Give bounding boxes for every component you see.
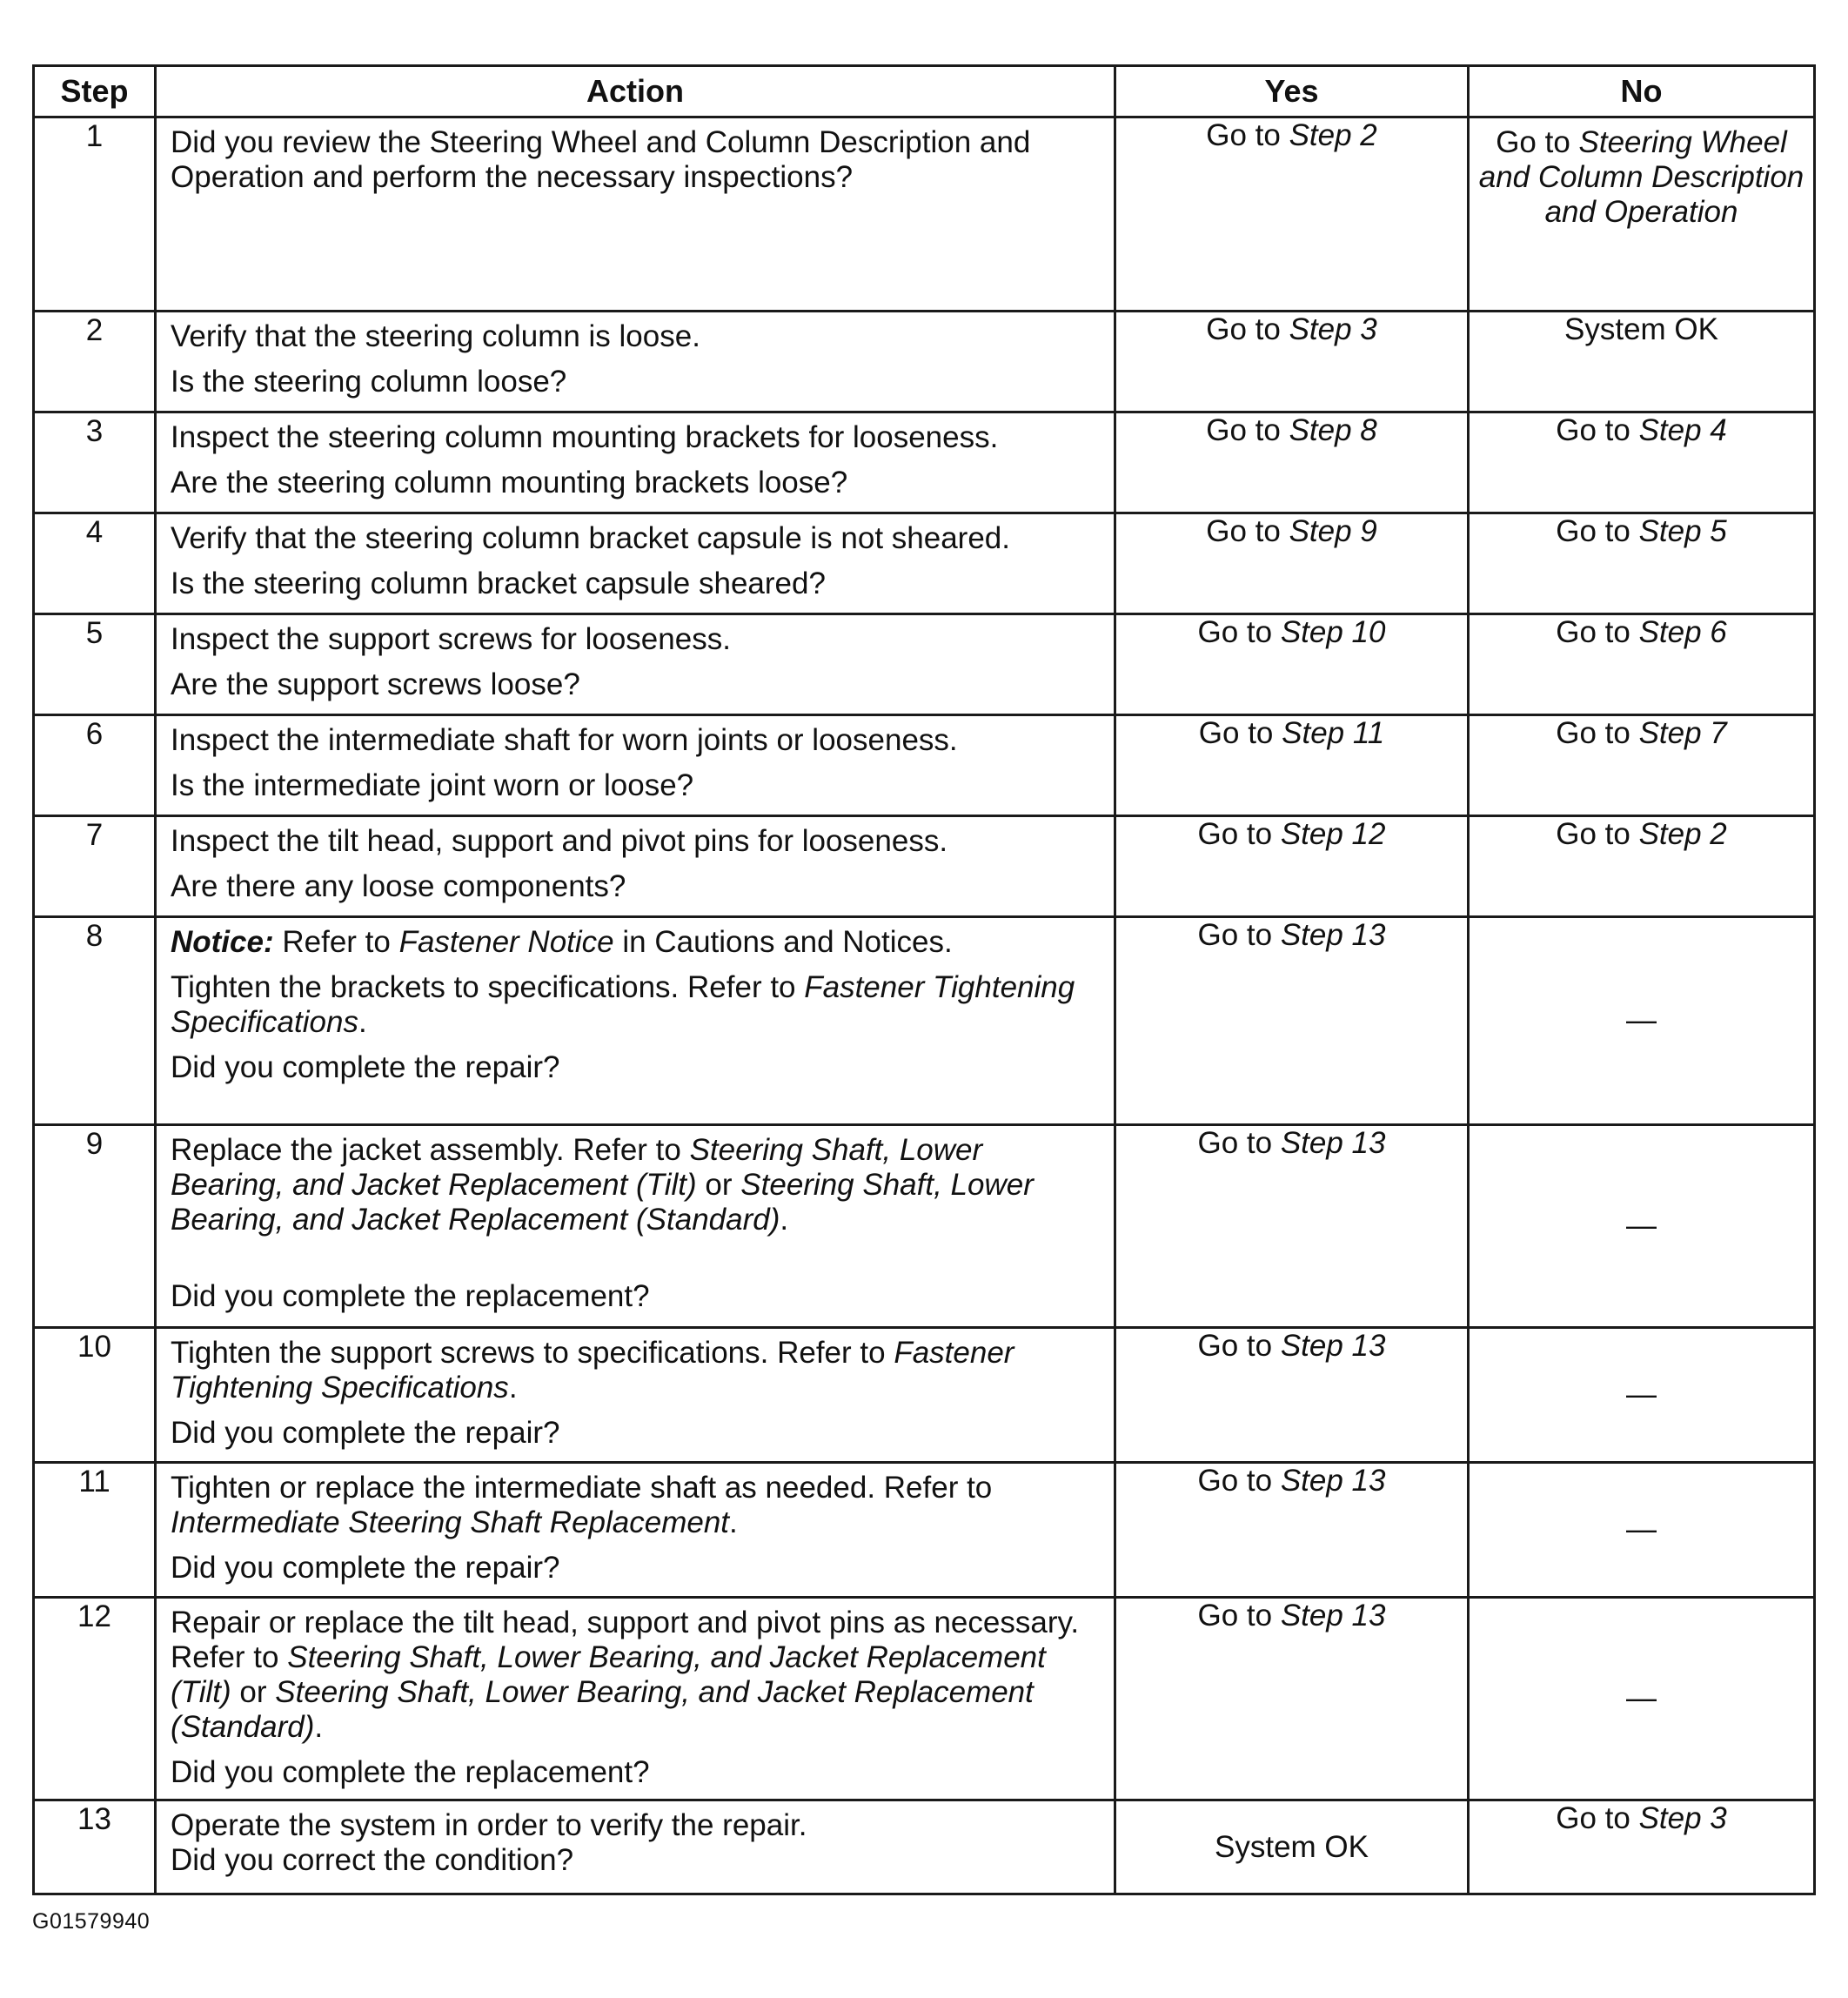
no-cell — [1469, 816, 1815, 917]
action-text: Operate the system in order to verify the repair. — [171, 1808, 807, 1842]
yes-prefix: Go to — [1197, 1599, 1281, 1633]
yes-step-link[interactable]: Step 3 — [1289, 312, 1377, 346]
action-text-part: or — [231, 1675, 276, 1709]
standard-replacement-link[interactable]: Steering Shaft, Lower Bearing, and Jacket Replacement (Standard) — [171, 1675, 1034, 1744]
no-cell — [1469, 117, 1815, 312]
no-cell — [1469, 1328, 1815, 1463]
action-text: Inspect the intermediate shaft for worn joints or looseness. — [171, 723, 958, 757]
action-question: Did you complete the repair? — [171, 1551, 560, 1585]
yes-cell — [1115, 917, 1469, 1125]
action-cell — [156, 917, 1115, 1125]
yes-prefix: Go to — [1197, 1464, 1281, 1498]
yes-cell — [1115, 1800, 1469, 1894]
header-no: No — [1469, 66, 1815, 117]
yes-prefix: Go to — [1206, 514, 1289, 548]
diagnostic-table — [32, 64, 1816, 1895]
step-number: 8 — [34, 917, 156, 1125]
header-action: Action — [156, 66, 1115, 117]
yes-cell — [1115, 412, 1469, 513]
table-row — [34, 312, 1815, 412]
action-question: Is the steering column loose? — [171, 365, 567, 399]
no-cell — [1469, 312, 1815, 412]
table-row — [34, 614, 1815, 715]
action-text-part: or — [696, 1168, 741, 1202]
yes-prefix: Go to — [1197, 817, 1281, 851]
step-number: 9 — [34, 1125, 156, 1328]
tilt-replacement-link[interactable]: Steering Shaft, Lower Bearing, and Jacket Replacement (Tilt) — [171, 1133, 983, 1202]
action-text-part: . — [358, 1005, 367, 1039]
no-prefix: Go to — [1556, 413, 1639, 447]
step-number: 10 — [34, 1328, 156, 1463]
action-cell — [156, 1328, 1115, 1463]
action-text-part: . — [729, 1505, 738, 1539]
diagnostic-table-container — [32, 64, 1813, 1895]
header-step: Step — [34, 66, 156, 117]
table-row — [34, 117, 1815, 312]
no-cell — [1469, 917, 1815, 1125]
action-question: Did you complete the repair? — [171, 1416, 560, 1450]
action-cell — [156, 614, 1115, 715]
yes-step-link[interactable]: Step 8 — [1289, 413, 1377, 447]
yes-prefix: Go to — [1197, 1126, 1281, 1160]
no-cell — [1469, 715, 1815, 816]
yes-cell — [1115, 1328, 1469, 1463]
no-cell — [1469, 1800, 1815, 1894]
yes-prefix: Go to — [1198, 716, 1282, 750]
action-text: Did you review the Steering Wheel and Column Description and Operation and perform the necessary inspections? — [171, 125, 1031, 194]
action-text — [171, 970, 1100, 1040]
action-text — [171, 1606, 1100, 1745]
yes-step-link[interactable]: Step 11 — [1282, 716, 1385, 750]
yes-prefix: Go to — [1206, 312, 1289, 346]
action-text — [171, 1133, 1100, 1237]
step-number: 1 — [34, 117, 156, 312]
fastener-spec-link[interactable]: Fastener Tightening Specifications — [171, 970, 1075, 1039]
action-cell — [156, 312, 1115, 412]
yes-cell — [1115, 816, 1469, 917]
no-step-link[interactable]: Step 2 — [1638, 817, 1727, 851]
action-text: Inspect the support screws for looseness. — [171, 622, 731, 656]
no-prefix: Go to — [1496, 125, 1579, 159]
table-row — [34, 412, 1815, 513]
table-row — [34, 816, 1815, 917]
action-cell — [156, 1800, 1115, 1894]
action-text: Inspect the tilt head, support and pivot pins for looseness. — [171, 824, 948, 858]
action-text — [171, 1336, 1100, 1405]
no-result: — — [1626, 1378, 1657, 1411]
table-row — [34, 1598, 1815, 1800]
notice-label: Notice: — [171, 925, 274, 959]
no-ref-link[interactable]: Steering Wheel and Column Description and Operation — [1478, 125, 1804, 229]
table-row — [34, 513, 1815, 614]
action-question: Did you complete the replacement? — [171, 1279, 650, 1313]
no-prefix: Go to — [1556, 716, 1639, 750]
yes-step-link[interactable]: Step 9 — [1289, 514, 1377, 548]
action-cell — [156, 1598, 1115, 1800]
action-text-part: Replace the jacket assembly. Refer to — [171, 1133, 690, 1167]
table-row — [34, 1125, 1815, 1328]
yes-prefix: Go to — [1197, 918, 1281, 952]
table-row — [34, 1463, 1815, 1598]
notice-text-part: in Cautions and Notices. — [613, 925, 953, 959]
yes-prefix: Go to — [1206, 118, 1289, 152]
no-prefix: Go to — [1556, 1801, 1639, 1835]
yes-step-link[interactable]: Step 13 — [1280, 1599, 1386, 1633]
action-cell — [156, 715, 1115, 816]
action-question: Did you correct the condition? — [171, 1843, 574, 1877]
action-cell — [156, 1463, 1115, 1598]
no-result: — — [1626, 1003, 1657, 1037]
notice-text — [171, 925, 1100, 960]
yes-step-link[interactable]: Step 13 — [1280, 1126, 1386, 1160]
step-number: 5 — [34, 614, 156, 715]
action-text-part: Tighten the brackets to specifications. Refer to — [171, 970, 805, 1004]
step-number: 13 — [34, 1800, 156, 1894]
action-cell — [156, 117, 1115, 312]
step-number: 11 — [34, 1463, 156, 1598]
yes-step-link[interactable]: Step 13 — [1280, 1329, 1386, 1363]
action-text: Verify that the steering column is loose. — [171, 319, 700, 353]
action-question: Are there any loose components? — [171, 869, 626, 903]
yes-cell — [1115, 715, 1469, 816]
table-row — [34, 1328, 1815, 1463]
action-text-part: Tighten or replace the intermediate shaft as needed. Refer to — [171, 1471, 993, 1505]
header-yes: Yes — [1115, 66, 1469, 117]
no-cell — [1469, 1125, 1815, 1328]
no-step-link[interactable]: Step 5 — [1638, 514, 1727, 548]
no-prefix: Go to — [1556, 615, 1639, 649]
yes-prefix: Go to — [1206, 413, 1289, 447]
action-cell — [156, 1125, 1115, 1328]
no-step-link[interactable]: Step 6 — [1638, 615, 1727, 649]
action-question: Is the steering column bracket capsule sheared? — [171, 567, 826, 600]
no-cell — [1469, 1463, 1815, 1598]
yes-cell — [1115, 117, 1469, 312]
no-prefix: Go to — [1556, 514, 1639, 548]
yes-cell — [1115, 1125, 1469, 1328]
figure-id: G01579940 — [32, 1909, 151, 1934]
yes-prefix: Go to — [1197, 1329, 1281, 1363]
no-result: System OK — [1564, 312, 1718, 346]
yes-step-link[interactable]: Step 2 — [1289, 118, 1377, 152]
yes-step-link[interactable]: Step 13 — [1280, 918, 1386, 952]
no-cell — [1469, 614, 1815, 715]
no-result: — — [1626, 1681, 1657, 1715]
yes-cell — [1115, 513, 1469, 614]
action-text-part: . — [780, 1203, 789, 1237]
action-text-part: Tighten the support screws to specifications. Refer to — [171, 1336, 894, 1370]
action-text: Verify that the steering column bracket capsule is not sheared. — [171, 521, 1010, 555]
no-step-link[interactable]: Step 3 — [1638, 1801, 1727, 1835]
action-cell — [156, 412, 1115, 513]
step-number: 7 — [34, 816, 156, 917]
header-row — [34, 66, 1815, 117]
standard-replacement-link[interactable]: Steering Shaft, Lower Bearing, and Jacket Replacement (Standard) — [171, 1168, 1034, 1237]
yes-prefix: Go to — [1197, 615, 1281, 649]
action-text-part: Repair or replace the tilt head, support and pivot pins as necessary. Refer to — [171, 1606, 1080, 1674]
yes-step-link[interactable]: Step 13 — [1280, 1464, 1386, 1498]
action-cell — [156, 816, 1115, 917]
yes-cell — [1115, 614, 1469, 715]
action-question: Are the steering column mounting brackets loose? — [171, 466, 848, 500]
yes-result: System OK — [1215, 1829, 1369, 1864]
yes-cell — [1115, 312, 1469, 412]
action-question: Are the support screws loose? — [171, 667, 580, 701]
no-cell — [1469, 412, 1815, 513]
no-prefix: Go to — [1556, 817, 1639, 851]
table-row — [34, 715, 1815, 816]
table-row — [34, 917, 1815, 1125]
yes-step-link[interactable]: Step 12 — [1280, 817, 1386, 851]
intermediate-shaft-link[interactable]: Intermediate Steering Shaft Replacement — [171, 1505, 730, 1539]
action-text: Inspect the steering column mounting brackets for looseness. — [171, 420, 999, 454]
notice-text-part: Refer to — [273, 925, 399, 959]
action-question: Did you complete the replacement? — [171, 1755, 650, 1789]
step-number: 2 — [34, 312, 156, 412]
no-cell — [1469, 513, 1815, 614]
no-step-link[interactable]: Step 7 — [1638, 716, 1727, 750]
no-result: — — [1626, 1209, 1657, 1243]
action-text-part: . — [508, 1371, 518, 1405]
tilt-replacement-link[interactable]: Steering Shaft, Lower Bearing, and Jacket Replacement (Tilt) — [171, 1640, 1046, 1709]
yes-cell — [1115, 1598, 1469, 1800]
action-text — [171, 1471, 1100, 1540]
no-step-link[interactable]: Step 4 — [1638, 413, 1727, 447]
action-question: Did you complete the repair? — [171, 1050, 560, 1084]
action-cell — [156, 513, 1115, 614]
no-result: — — [1626, 1512, 1657, 1546]
action-question: Is the intermediate joint worn or loose? — [171, 768, 694, 802]
step-number: 3 — [34, 412, 156, 513]
step-number: 12 — [34, 1598, 156, 1800]
step-number: 4 — [34, 513, 156, 614]
yes-cell — [1115, 1463, 1469, 1598]
fastener-notice-link[interactable]: Fastener Notice — [398, 925, 614, 959]
step-number: 6 — [34, 715, 156, 816]
table-row — [34, 1800, 1815, 1894]
fastener-spec-link[interactable]: Fastener Tightening Specifications — [171, 1336, 1014, 1405]
yes-step-link[interactable]: Step 10 — [1280, 615, 1386, 649]
no-cell — [1469, 1598, 1815, 1800]
action-text-part: . — [314, 1710, 324, 1744]
